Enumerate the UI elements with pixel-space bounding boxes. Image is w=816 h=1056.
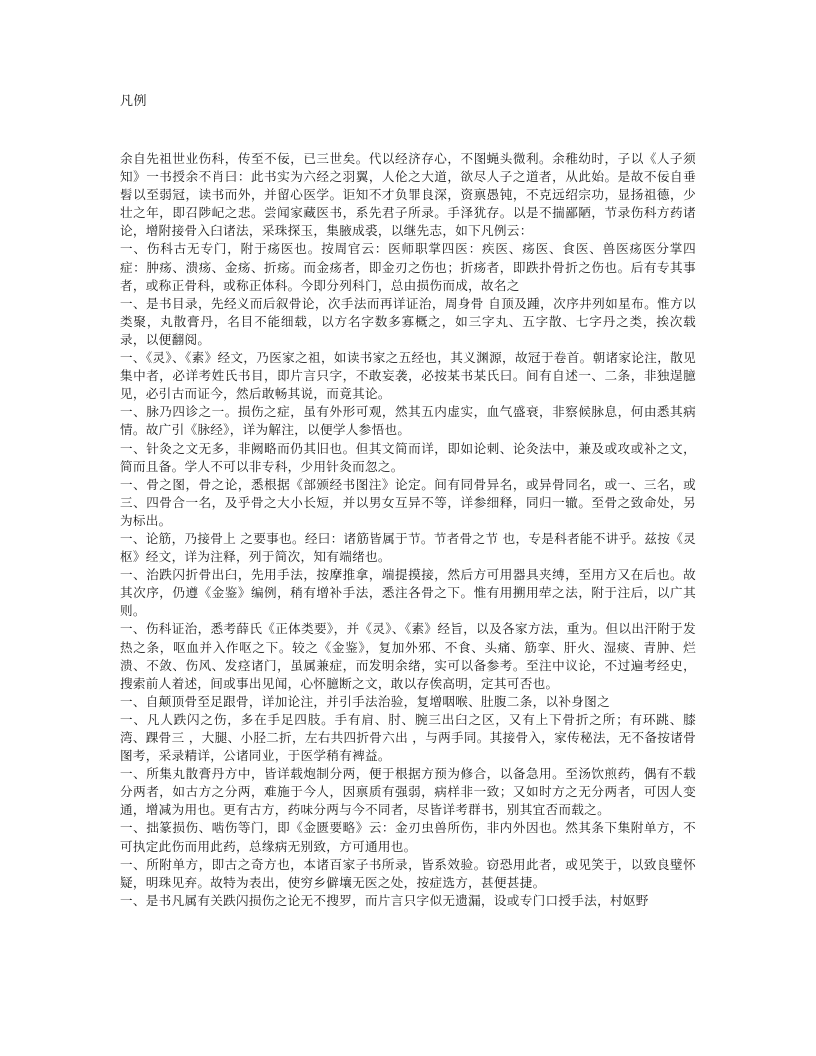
intro-paragraph: 余自先祖世业伤科，传至不佞，已三世矣。代以经济存心，不图蝇头微利。余稚幼时，子以《人子须知》一书授余不肖曰：此书实为六经之羽翼，人伦之大道，欲尽人子之道者，从此始。是故不佞自垂髫以至弱冠，读书而外，并留心医学。讵知不才负罪良深，资禀愚钝，不克远绍宗功，显扬祖德，少壮之年，即召陟屺之悲。尝闻家藏医书，系先君子所录。手泽犹存。以是不揣鄙陋，节录伤科方药诸论，增附接骨入臼诸法，采珠探玉，集腋成裘，以继先志，如下凡例云： (120, 151, 696, 239)
rule-paragraph: 一、脉乃四诊之一。损伤之症，虽有外形可观，然其五内虚实，血气盛衰，非察候脉息，何由悉其病情。故广引《脉经》，详为解注，以便学人参悟也。 (120, 404, 696, 438)
rule-paragraph: 一、自颠顶骨至足跟骨，详加论注，并引手法治验，复增咽喉、肚腹二条，以补身图之 (120, 693, 610, 709)
rule-paragraph: 一、所集丸散膏丹方中，皆详载炮制分两，便于根据方预为修合，以备急用。至汤饮煎药，偶有不载分两者，如古方之分两，难施于今人，因禀质有强弱，病样非一致；又如时方之无分两者，可因人变通，增减为用也。更有古方，药味分两与今不同者，尽皆详考群书，别其宜否而载之。 (120, 766, 696, 818)
rule-paragraph: 一、伤科古无专门，附于疡医也。按周官云：医师职掌四医：疾医、疡医、食医、兽医疡医分掌四症：肿疡、溃疡、金疡、折疡。而金疡者，即金刃之伤也；折疡者，即跌扑骨折之伤也。后有专其事者，或称正骨科，或称正体科。今即分列科门，总由损伤而成，故名之 (120, 241, 696, 293)
rule-paragraph: 一、骨之图，骨之论，悉根据《部颁经书图注》论定。间有同骨异名，或异骨同名，或一、三名，或三、四骨合一名，及乎骨之大小长短，并以男女互异不等，详参细释，同归一辙。至骨之致命处，另为标出。 (120, 476, 696, 528)
rule-paragraph: 一、针灸之文无多，非阙略而仍其旧也。但其文简而详，即如论刺、论灸法中，兼及或攻或补之文，简而且备。学人不可以非专科，少用针灸而忽之。 (120, 440, 696, 474)
page-title: 凡例 (120, 94, 148, 109)
rule-paragraph: 一、所附单方，即古之奇方也，本诸百家子书所录，皆系效验。窃恐用此者，或见笑于，以致良璧怀疑，明珠见弃。故特为表出，使穷乡僻壤无医之处，按症选方，甚便甚捷。 (120, 856, 696, 890)
document-body (120, 150, 696, 910)
rule-paragraph: 一、拙篆损伤、啮伤等门，即《金匮要略》云：金刃虫兽所伤，非内外因也。然其条下集附单方，不可执定此伤而用此药，总缘病无别致，方可通用也。 (120, 820, 696, 854)
rule-paragraph: 一、凡人跌闪之伤，多在手足四肢。手有肩、肘、腕三出臼之区，又有上下骨折之所；有环跳、膝湾、踝骨三 ，大腿、小胫二折，左右共四折骨六出 ，与两手同。其接骨入，家传秘法，无不备按诸骨图考，采录精详，公诸同业，于医学稍有裨益。 (120, 711, 696, 764)
rule-paragraph: 一、《灵》、《素》经文，乃医家之祖，如读书家之五经也，其义渊源，故冠于卷首。朝诸家论注，散见集中者，必详考姓氏书目，即片言只字，不敢妄袭，必按某书某氏曰。间有自述一、二条，非独逞臆见，必引古而证今，然后敢畅其说，而竟其论。 (120, 350, 696, 402)
rule-paragraph: 一、论筋，乃接骨上 之要事也。经曰：诸筋皆属于节。节者骨之节 也，专是科者能不讲乎。兹按《灵枢》经文，详为注释，列于简次，知有端绪也。 (120, 530, 696, 565)
rule-paragraph: 一、是书凡属有关跌闪损伤之论无不搜罗，而片言只字似无遗漏，设或专门口授手法，村妪野 (120, 892, 649, 908)
rule-paragraph: 一、伤科证治，悉考薛氏《正体类要》，并《灵》、《素》经旨，以及各家方法，重为。但以出汗附于发热之条，呕血并入作呕之下。较之《金鉴》，复加外邪、不食、头痛、筋挛、肝火、湿痰、青肿、烂溃、不敛、伤风、发痉诸门，虽属兼症，而发明余绪，实可以备参考。至注中议论，不过遍考经史，搜索前人着述，间或事出见闻，心怀臆断之文，敢以存俟高明，定其可否也。 (120, 621, 696, 691)
rule-paragraph: 一、是书目录，先经义而后叙骨论，次手法而再详证治，周身骨 自顶及踵，次序井列如星布。惟方以类聚，丸散膏丹，名目不能细载，以方名字数多寡概之，如三字丸、五字散、七字丹之类，挨次载录，以便翻阅。 (120, 295, 696, 347)
rule-paragraph: 一、治跌闪折骨出臼，先用手法，按摩推拿，端提摸接，然后方可用器具夹缚，至用方又在后也。故其次序，仍遵《金鉴》编例，稍有增补手法，悉注各骨之下。惟有用搠用荦之法，附于注后，以广其则。 (120, 567, 696, 619)
